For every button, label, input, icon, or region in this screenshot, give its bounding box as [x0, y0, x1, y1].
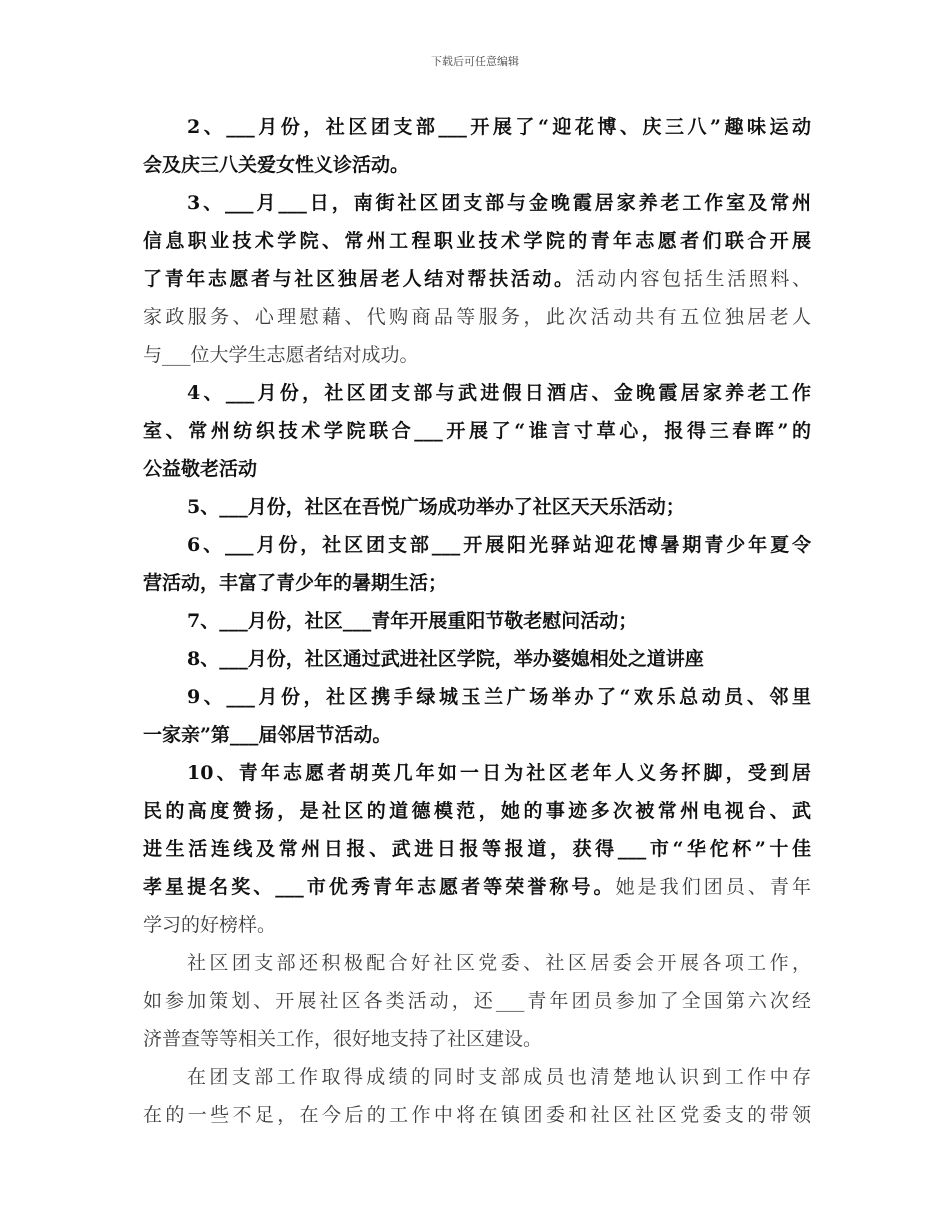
- paragraph-line: 5、___月份，社区在吾悦广场成功举办了社区天天乐活动；: [187, 496, 685, 518]
- document-body: [143, 108, 811, 1134]
- paragraph-line: 在团支部工作取得成绩的同时支部成员也清楚地认识到工作中存: [187, 1066, 811, 1088]
- paragraph-line: 一家亲”第___届邻居节活动。: [143, 724, 392, 746]
- paragraph-line: 济普查等等相关工作，很好地支持了社区建设。: [143, 1028, 543, 1050]
- paragraph-line: 社区团支部还积极配合好社区党委、社区居委会开展各项工作，: [187, 952, 811, 974]
- paragraph-line: 信息职业技术学院、常州工程职业技术学院的青年志愿者们联合开展: [143, 230, 811, 252]
- bold-segment: 孝星提名奖、___市优秀青年志愿者等荣誉称号。: [143, 876, 616, 898]
- paragraph-line: 会及庆三八关爱女性义诊活动。: [143, 154, 410, 176]
- paragraph-line: 8、___月份，社区通过武进社区学院，举办婆媳相处之道讲座: [187, 648, 704, 670]
- paragraph-line: 6、___月份，社区团支部___开展阳光驿站迎花博暑期青少年夏令: [187, 534, 811, 556]
- paragraph-line: 4、___月份，社区团支部与武进假日酒店、金晚霞居家养老工作: [187, 382, 811, 404]
- paragraph-line: 家政服务、心理慰藉、代购商品等服务，此次活动共有五位独居老人: [143, 306, 811, 328]
- paragraph-line: 10、青年志愿者胡英几年如一日为社区老年人义务抔脚，受到居: [187, 762, 811, 784]
- regular-segment: 她是我们团员、青年: [615, 876, 811, 898]
- paragraph-line: 学习的好榜样。: [143, 914, 277, 936]
- paragraph-line: 2、___月份，社区团支部___开展了“迎花博、庆三八”趣味运动: [187, 116, 811, 138]
- paragraph-line: 在的一些不足，在今后的工作中将在镇团委和社区社区党委支的带领: [143, 1104, 811, 1126]
- paragraph-line: [143, 260, 811, 298]
- bold-segment: 了青年志愿者与社区独居老人结对帮扶活动。: [143, 268, 576, 290]
- page-header: 下载后可任意编辑: [431, 55, 519, 68]
- paragraph-line: 公益敬老活动: [143, 458, 258, 480]
- paragraph-line: 民的高度赞扬，是社区的道德模范，她的事迹多次被常州电视台、武: [143, 800, 811, 822]
- paragraph-line: 与___位大学生志愿者结对成功。: [143, 344, 419, 366]
- paragraph-line: 9、___月份，社区携手绿城玉兰广场举办了“欢乐总动员、邻里: [187, 686, 811, 708]
- paragraph-line: 如参加策划、开展社区各类活动，还___青年团员参加了全国第六次经: [143, 990, 811, 1012]
- paragraph-line: 3、___月___日，南街社区团支部与金晚霞居家养老工作室及常州: [187, 192, 811, 214]
- paragraph-line: [143, 868, 811, 906]
- paragraph-line: 室、常州纺织技术学院联合___开展了“谁言寸草心，报得三春晖”的: [143, 420, 811, 442]
- paragraph-line: 进生活连线及常州日报、武进日报等报道，获得___市“华佗杯”十佳: [143, 838, 811, 860]
- paragraph-line: 7、___月份，社区___青年开展重阳节敬老慰问活动；: [187, 610, 638, 632]
- paragraph-line: 营活动，丰富了青少年的暑期生活；: [143, 572, 448, 594]
- regular-segment: 活动内容包括生活照料、: [575, 268, 811, 290]
